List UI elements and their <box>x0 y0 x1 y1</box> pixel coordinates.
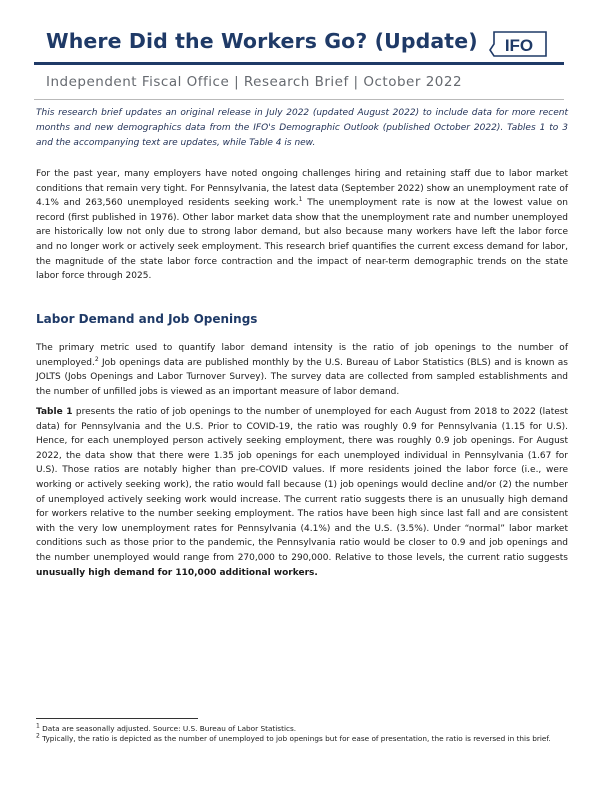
paragraph-text: Job openings data are published monthly by the U.S. Bureau of Labor Statistics (BLS) and is known as JOLTS (Jobs Openings and Labor Turnover Survey). The survey data are collected from sampled establishments and the number of unfilled jobs is viewed as an important measure of labor demand. <box>36 357 568 397</box>
table-reference: Table 1 <box>36 407 73 417</box>
footnote-ref[interactable]: 1 <box>298 196 303 204</box>
paragraph-metric <box>36 341 568 399</box>
paragraph-overview <box>36 167 568 284</box>
emphasis-text: unusually high demand for 110,000 additional workers. <box>36 567 318 578</box>
header-rule <box>34 62 564 65</box>
section-heading: Labor Demand and Job Openings <box>36 312 258 326</box>
paragraph-text: The primary metric used to quantify labor demand intensity is the ratio of job openings to the number of unemployed. <box>36 343 568 368</box>
paragraph-text: presents the ratio of job openings to the number of unemployed for each August from 2018 to 2022 (latest data) for Pennsylvania and the U.S. Prior to COVID-19, the ratio was roughly 0.9 for Pennsylvania (1.15 for U.S). Hence, for each unemployed person actively seeking employment, there was roughly 0.9 job openings. For August 2022, the data show that there were 1.35 job openings for each unemployed individual in Pennsylvania (1.67 for U.S). Those ratios are notably higher than pre-COVID values. If more residents joined the labor force (i.e., were working or actively seeking work), the ratio would fall because (1) job openings would decline and/or (2) the number of unemployed actively seeking work would increase. The current ratio suggests there is an unusually high demand for workers relative to the number seeking employment. The ratios have been high since last fall and are consistent with the very low unemployment rates for Pennsylvania (4.1%) and the U.S. (3.5%). Under “normal” labor market conditions such as those prior to the pandemic, the Pennsylvania ratio would be closer to 0.9 and job openings and the number unemployed would range from 270,000 to 290,000. Relative to those levels, the current ratio suggests <box>36 407 568 563</box>
footnote-ref[interactable]: 2 <box>94 355 99 363</box>
paragraph-text: For the past year, many employers have noted ongoing challenges hiring and retaining staff due to labor market conditions that remain very tight. For Pennsylvania, the latest data (September 2022) show an unemployment rate of 4.1% and 263,560 unemployed residents seeking work. <box>36 169 568 209</box>
page-subtitle: Independent Fiscal Office | Research Brief | October 2022 <box>46 74 463 90</box>
ifo-logo <box>488 26 550 60</box>
page-title: Where Did the Workers Go? (Update) <box>46 29 478 53</box>
intro-note: This research brief updates an original release in July 2022 (updated August 2022) to include data for more recent months and new demographics data from the IFO's Demographic Outlook (published October 2022). Tables 1 to 3 and the accompanying text are updates, while Table 4 is new. <box>36 108 568 148</box>
footnote-text: Typically, the ratio is depicted as the number of unemployed to job openings but for ease of presentation, the ratio is reversed in this brief. <box>39 734 551 743</box>
footnote-number: 2 <box>36 732 40 740</box>
subtitle-rule <box>34 99 564 100</box>
paragraph-text: The unemployment rate is now at the lowest value on record (first published in 1976). Other labor market data show that the unemployment rate and number unemployed are historically low not only due to strong labor demand, but also because many workers have left the labor force and no longer work or actively seek employment. This research brief quantifies the current excess demand for labor, the magnitude of the state labor force contraction and the impact of near-term demographic trends on the state labor force through 2025. <box>36 198 568 282</box>
paragraph-table-1 <box>36 405 568 580</box>
footnote-number: 1 <box>36 722 40 730</box>
footnotes <box>36 724 568 744</box>
logo-text: IFO <box>504 36 534 55</box>
footnote-item <box>36 724 568 734</box>
footnote-item <box>36 734 568 744</box>
footnote-text: Data are seasonally adjusted. Source: U.S. Bureau of Labor Statistics. <box>39 724 297 733</box>
footnote-rule <box>36 718 198 719</box>
